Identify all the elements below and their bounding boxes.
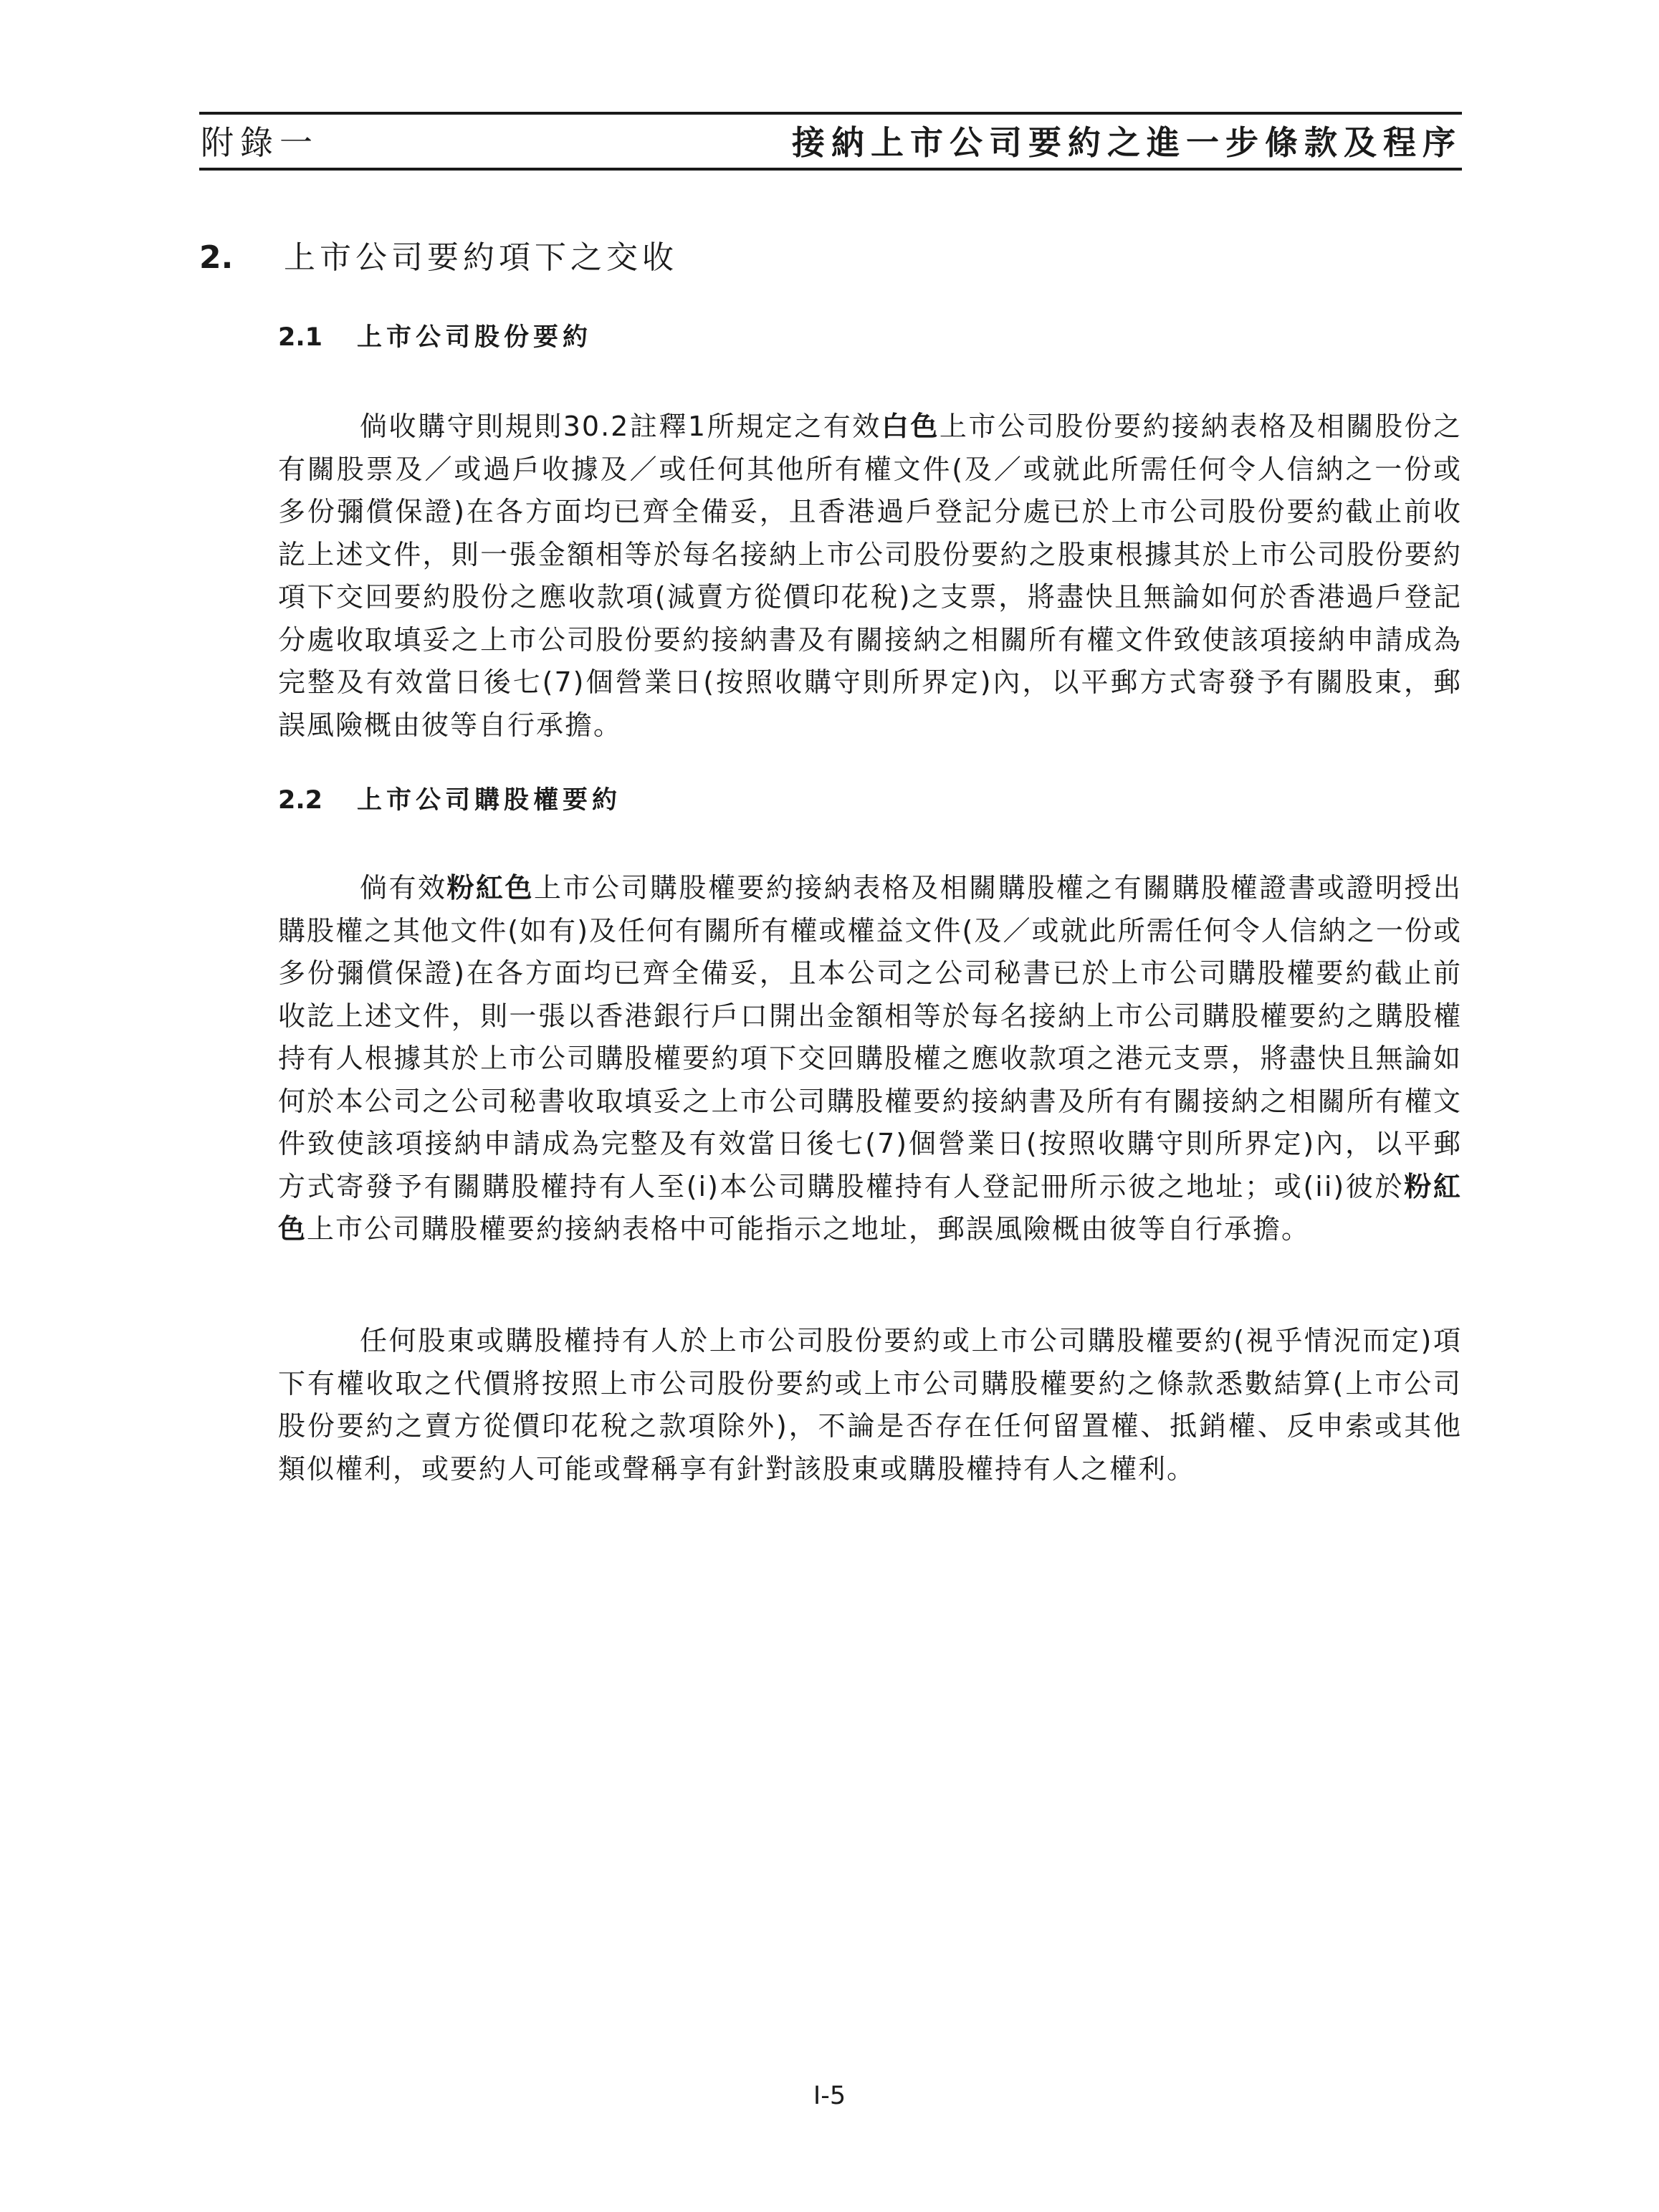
subsection-title: 上市公司股份要約 <box>357 323 593 352</box>
section-title: 上市公司要約項下之交收 <box>284 239 678 276</box>
section-number: 2. <box>199 239 234 276</box>
subsection-heading-2-2 <box>278 782 621 818</box>
subsection-number: 2.2 <box>278 786 323 815</box>
page-header <box>199 112 1462 171</box>
subsection-number: 2.1 <box>278 323 323 352</box>
paragraph-share-offer-settlement: 倘收購守則規則30.2註釋1所規定之有效白色上市公司股份要約接納表格及相關股份之有關股票及／或過戶收據及／或任何其他所有權文件(及／或就此所需任何令人信納之一份或多份彌償保證)在各方面均已齊全備妥，且香港過戶登記分處已於上市公司股份要約截止前收訖上述文件，則一張金額相等於每名接納上市公司股份要約之股東根據其於上市公司股份要約項下交回要約股份之應收款項(減賣方從價印花稅)之支票，將盡快且無論如何於香港過戶登記分處收取填妥之上市公司股份要約接納書及有關接納之相關所有權文件致使該項接納申請成為完整及有效當日後七(7)個營業日(按照收購守則所界定)內，以平郵方式寄發予有關股東，郵誤風險概由彼等自行承擔。 <box>278 411 1462 741</box>
white-form-emphasis: 白色 <box>881 411 940 442</box>
appendix-title: 接納上市公司要約之進一步條款及程序 <box>792 123 1462 162</box>
appendix-label: 附錄一 <box>201 123 319 162</box>
section-heading <box>199 236 678 279</box>
subsection-heading-2-1 <box>278 320 592 355</box>
pink-form-emphasis: 粉紅色 <box>278 1170 1462 1245</box>
paragraph-option-offer-settlement: 倘有效粉紅色上市公司購股權要約接納表格及相關購股權之有關購股權證書或證明授出購股權之其他文件(如有)及任何有關所有權或權益文件(及／或就此所需任何令人信納之一份或多份彌償保證)在各方面均已齊全備妥，且本公司之公司秘書已於上市公司購股權要約截止前收訖上述文件，則一張以香港銀行戶口開出金額相等於每名接納上市公司購股權要約之購股權持有人根據其於上市公司購股權要約項下交回購股權之應收款項之港元支票，將盡快且無論如何於本公司之公司秘書收取填妥之上市公司購股權要約接納書及所有有關接納之相關所有權文件致使該項接納申請成為完整及有效當日後七(7)個營業日(按照收購守則所界定)內，以平郵方式寄發予有關購股權持有人至(i)本公司購股權持有人登記冊所示彼之地址；或(ii)彼於粉紅色上市公司購股權要約接納表格中可能指示之地址，郵誤風險概由彼等自行承擔。 <box>278 872 1462 1245</box>
pink-form-emphasis: 粉紅色 <box>446 872 534 904</box>
paragraph-consideration-settlement: 任何股東或購股權持有人於上市公司股份要約或上市公司購股權要約(視乎情況而定)項下有權收取之代價將按照上市公司股份要約或上市公司購股權要約之條款悉數結算(上市公司股份要約之賣方從價印花稅之款項除外)，不論是否存在任何留置權、抵銷權、反申索或其他類似權利，或要約人可能或聲稱享有針對該股東或購股權持有人之權利。 <box>278 1325 1462 1485</box>
page-number: I-5 <box>813 2082 846 2110</box>
subsection-title: 上市公司購股權要約 <box>357 786 622 815</box>
